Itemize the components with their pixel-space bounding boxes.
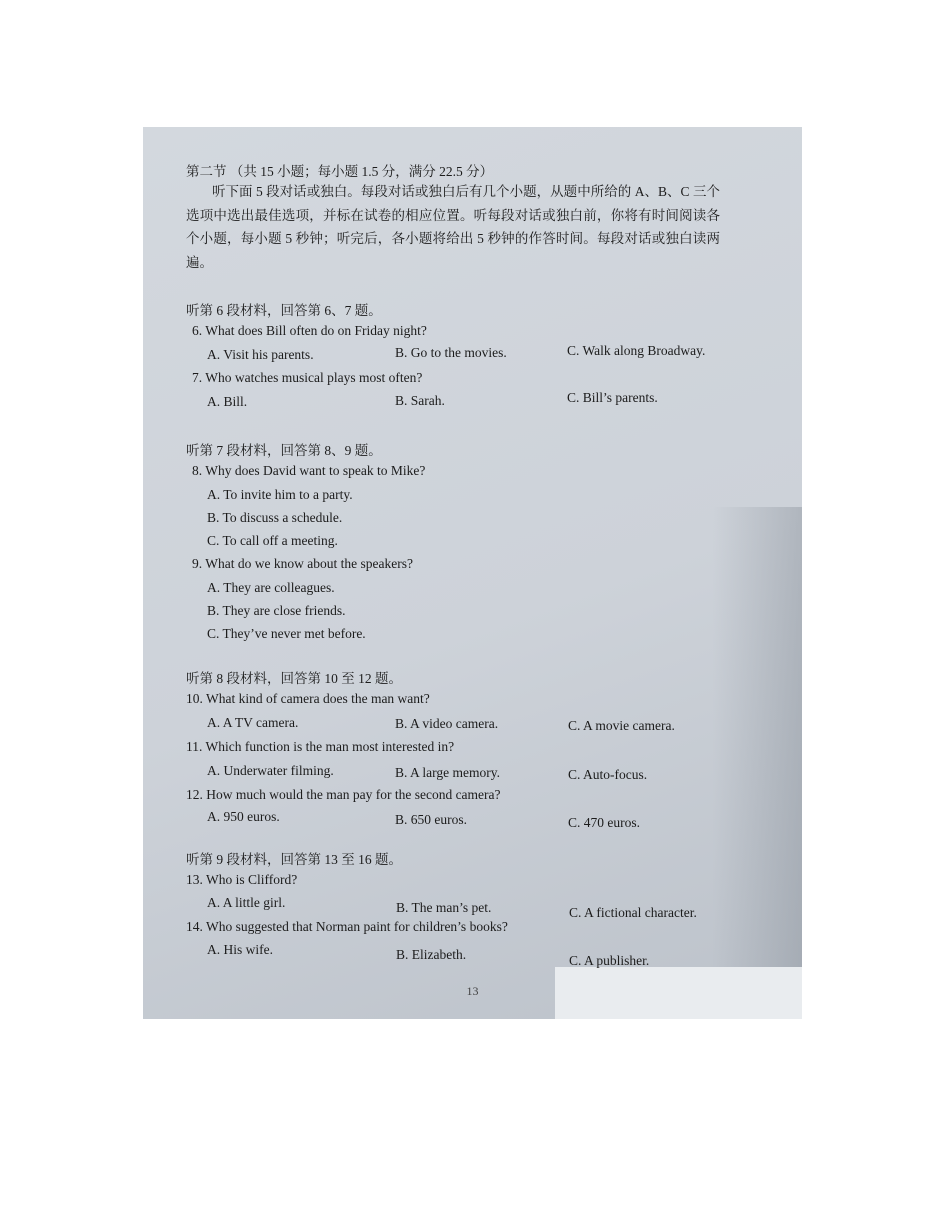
option-10a: A. A TV camera. <box>207 715 299 730</box>
option-9c: C. They’ve never met before. <box>207 626 366 641</box>
option-8a: A. To invite him to a party. <box>207 487 353 502</box>
question-7: 7. Who watches musical plays most often? <box>192 370 423 385</box>
option-13c: C. A fictional character. <box>569 905 697 920</box>
shadow-overlay <box>712 507 802 1019</box>
option-14a: A. His wife. <box>207 942 273 957</box>
instructions: 听下面 5 段对话或独白。每段对话或独白后有几个小题，从题中所给的 A、B、C 三个选项中选出最佳选项，并标在试卷的相应位置。听每段对话或独白前，你将有时间阅读各个小题，每小题 5 秒钟；听完后，各小题将给出 5 秒钟的作答时间。每段对话或独白读两遍。 <box>186 184 720 270</box>
option-9a: A. They are colleagues. <box>207 580 335 595</box>
question-12: 12. How much would the man pay for the second camera? <box>186 787 501 802</box>
question-11: 11. Which function is the man most interested in? <box>186 739 455 754</box>
option-12a: A. 950 euros. <box>207 809 280 824</box>
question-8: 8. Why does David want to speak to Mike? <box>192 463 426 478</box>
option-13a: A. A little girl. <box>207 895 286 910</box>
section-header: 第二节 （共 15 小题；每小题 1.5 分，满分 22.5 分） <box>186 164 494 179</box>
option-10b: B. A video camera. <box>395 716 499 731</box>
question-10: 10. What kind of camera does the man want? <box>186 691 430 706</box>
option-6b: B. Go to the movies. <box>395 345 507 360</box>
exam-page <box>143 127 802 1019</box>
option-7b: B. Sarah. <box>395 393 445 408</box>
option-13b: B. The man’s pet. <box>396 900 492 915</box>
option-6a: A. Visit his parents. <box>207 347 314 362</box>
option-12b: B. 650 euros. <box>395 812 467 827</box>
question-9: 9. What do we know about the speakers? <box>192 556 413 571</box>
option-6c: C. Walk along Broadway. <box>567 343 706 358</box>
option-12c: C. 470 euros. <box>568 815 640 830</box>
group-label-7: 听第 7 段材料，回答第 8、9 题。 <box>186 443 382 458</box>
option-7c: C. Bill’s parents. <box>567 390 658 405</box>
option-9b: B. They are close friends. <box>207 603 346 618</box>
option-8c: C. To call off a meeting. <box>207 533 338 548</box>
page-number: 13 <box>466 984 479 998</box>
option-8b: B. To discuss a schedule. <box>207 510 343 525</box>
option-10c: C. A movie camera. <box>568 718 675 733</box>
option-7a: A. Bill. <box>207 394 248 409</box>
question-13: 13. Who is Clifford? <box>186 872 298 887</box>
group-label-9: 听第 9 段材料，回答第 13 至 16 题。 <box>186 852 402 867</box>
group-label-6: 听第 6 段材料，回答第 6、7 题。 <box>186 303 382 318</box>
option-11b: B. A large memory. <box>395 765 500 780</box>
option-14b: B. Elizabeth. <box>396 947 467 962</box>
group-label-8: 听第 8 段材料，回答第 10 至 12 题。 <box>186 671 402 686</box>
option-11a: A. Underwater filming. <box>207 763 334 778</box>
option-11c: C. Auto-focus. <box>568 767 648 782</box>
question-6: 6. What does Bill often do on Friday night? <box>192 323 427 338</box>
question-14: 14. Who suggested that Norman paint for children’s books? <box>186 919 508 934</box>
option-14c: C. A publisher. <box>569 953 650 968</box>
